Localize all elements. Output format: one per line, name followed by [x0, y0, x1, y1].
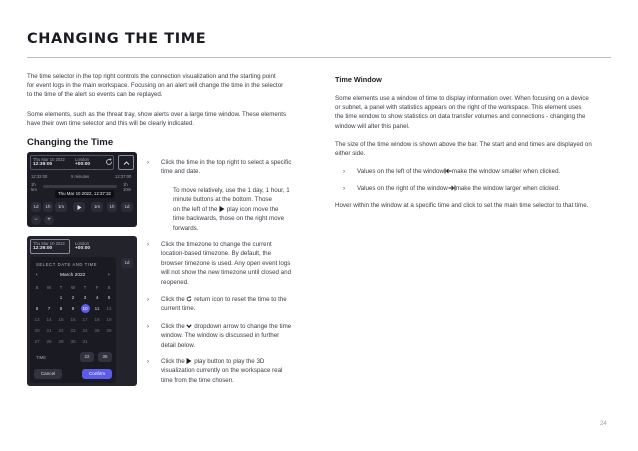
calendar-day[interactable]: 8 — [59, 306, 63, 311]
calendar-day[interactable]: 1 — [59, 295, 63, 300]
calendar-day[interactable]: 12 — [106, 306, 112, 311]
weekday-label: F — [95, 285, 99, 290]
calendar-day[interactable]: 13 — [34, 317, 40, 322]
calendar-day[interactable]: 16 — [70, 317, 76, 322]
time-window-paragraph-2: The size of the time window is shown above the bar. The start and end times are displayed on either side. — [335, 141, 592, 158]
calendar-day[interactable]: 27 — [34, 339, 40, 344]
cancel-button[interactable]: Cancel — [34, 369, 62, 379]
confirm-button[interactable]: Confirm — [82, 369, 112, 379]
calendar-day[interactable]: 7 — [47, 306, 51, 311]
bullet-marker: › — [147, 323, 150, 330]
calendar-day[interactable]: 22 — [58, 328, 64, 333]
calendar-day[interactable]: 29 — [58, 339, 64, 344]
weekday-label: S — [107, 285, 111, 290]
changing-the-time-heading: Changing the Time — [27, 137, 114, 148]
side-1d-button[interactable]: 1d — [121, 258, 133, 268]
intro-paragraph-2: Some elements, such as the threat tray, show alerts over a large time window. These elements have their own time selector and this will be clearly indicated. — [27, 111, 287, 128]
weekday-label: T — [83, 285, 87, 290]
calendar-day[interactable]: 26 — [106, 328, 112, 333]
calendar-day[interactable]: 24 — [82, 328, 88, 333]
back-1m-button[interactable]: 1m — [55, 202, 67, 212]
calendar-day[interactable]: 21 — [46, 328, 52, 333]
page-number: 24 — [600, 421, 607, 427]
window-left-1h[interactable]: 1h — [31, 182, 36, 187]
hour-input[interactable]: 22 — [80, 352, 94, 362]
calendar-day[interactable]: 28 — [46, 339, 52, 344]
expand-window-button[interactable]: + — [44, 215, 54, 225]
forward-1d-button[interactable]: 1d — [121, 202, 133, 212]
date-picker-header: SELECT DATE AND TIME — [36, 262, 98, 267]
next-month-icon[interactable]: › — [108, 272, 110, 278]
bullet-marker: › — [147, 296, 150, 303]
window-right-10m[interactable]: 10m — [123, 187, 132, 192]
shrink-window-icon — [444, 168, 452, 174]
calendar-day[interactable]: 11 — [94, 306, 100, 311]
expand-window-icon — [448, 185, 456, 191]
relative-move-instructions: To move relatively, use the 1 day, 1 hour, 1 minute buttons at the bottom. Those on the left of the play icon move the time backwards, those on the right move forwards. — [173, 187, 290, 232]
bullet-marker: › — [343, 168, 346, 175]
dropdown-arrow-button[interactable] — [118, 155, 134, 170]
window-left-5m[interactable]: 5m — [31, 187, 37, 192]
return-icon — [186, 296, 192, 302]
return-icon[interactable] — [105, 158, 113, 166]
time-window-bar[interactable] — [43, 185, 117, 188]
title-divider — [27, 57, 611, 58]
calendar-day[interactable]: 19 — [106, 317, 112, 322]
bullet-marker: › — [147, 241, 150, 248]
back-1h-button[interactable]: 1h — [43, 202, 53, 212]
time-label: TIME — [36, 355, 47, 360]
bullet-marker: › — [147, 358, 150, 365]
play-icon — [77, 205, 82, 210]
calendar-day[interactable]: 2 — [71, 295, 75, 300]
play-button[interactable] — [73, 202, 85, 212]
calendar-day[interactable]: 5 — [107, 295, 111, 300]
calendar-day[interactable]: 9 — [71, 306, 75, 311]
forward-1h-button[interactable]: 1h — [107, 202, 117, 212]
calendar-day[interactable]: 10 — [82, 306, 88, 311]
timezone-label[interactable]: London — [75, 157, 89, 162]
date-picker-popup — [30, 257, 116, 383]
calendar-day[interactable]: 20 — [34, 328, 40, 333]
weekday-label: W — [71, 285, 75, 290]
weekday-label: M — [47, 285, 51, 290]
calendar-day[interactable]: 30 — [70, 339, 76, 344]
timezone-offset[interactable]: +00:00 — [75, 162, 91, 167]
calendar-day[interactable]: 4 — [95, 295, 99, 300]
date-picker-screenshot — [27, 236, 137, 386]
chevron-down-icon — [186, 323, 192, 329]
picker-timezone-label[interactable]: London — [75, 241, 89, 246]
month-label: March 2022 — [60, 273, 86, 278]
previous-month-icon[interactable]: ‹ — [36, 272, 38, 278]
window-start-time: 12:32:00 — [31, 174, 48, 179]
hover-tooltip: Thu Mar 10 2022, 12:37:32 — [55, 190, 114, 198]
weekday-label: T — [59, 285, 63, 290]
selector-time[interactable]: 12:39:00 — [33, 162, 53, 167]
play-icon — [219, 206, 225, 212]
page-title: CHANGING THE TIME — [27, 31, 207, 47]
calendar-day[interactable]: 3 — [83, 295, 87, 300]
minute-input[interactable]: 35 — [98, 352, 112, 362]
time-window-paragraph-3: Hover within the window at a specific time and click to set the main time selector to that time. — [335, 202, 589, 209]
forward-1m-button[interactable]: 1m — [91, 202, 103, 212]
calendar-day[interactable]: 18 — [94, 317, 100, 322]
window-end-time: 12:37:00 — [115, 174, 132, 179]
play-icon — [186, 358, 192, 364]
shrink-window-button[interactable]: − — [31, 215, 41, 225]
back-1d-button[interactable]: 1d — [31, 202, 41, 212]
picker-date: Thu Mar 10 2022 — [33, 241, 65, 246]
picker-time: 12:39:00 — [33, 246, 53, 251]
window-right-1h[interactable]: 1h — [123, 182, 128, 187]
time-window-paragraph-1: Some elements use a window of time to display information over. When focusing on a device or subnet, a panel with statistics appears on the right of the workspace. This element uses the time window to show statistics on data transfer volumes and connections - changing the window will alter this panel. — [335, 95, 589, 130]
weekday-label: S — [35, 285, 39, 290]
bullet-marker: › — [343, 185, 346, 192]
window-size: 5 minutes — [71, 174, 90, 179]
calendar-day[interactable]: 23 — [70, 328, 76, 333]
calendar-day[interactable]: 6 — [35, 306, 39, 311]
calendar-day[interactable]: 15 — [58, 317, 64, 322]
calendar-day[interactable]: 17 — [82, 317, 88, 322]
selector-date[interactable]: Thu Mar 10 2022 — [33, 157, 65, 162]
intro-paragraph-1: The time selector in the top right controls the connection visualization and the starting point for event logs in the main workspace. Focusing on an alert will change the time in the selector to the time of the alert so events can be replayed. — [27, 73, 284, 99]
chevron-up-icon — [123, 160, 130, 166]
time-window-heading: Time Window — [335, 75, 382, 84]
calendar-day[interactable]: 31 — [82, 339, 88, 344]
picker-timezone-offset[interactable]: +00:00 — [75, 246, 91, 251]
calendar-day[interactable]: 14 — [46, 317, 52, 322]
bullet-marker: › — [147, 159, 150, 166]
time-selector-screenshot — [27, 152, 137, 227]
calendar-day[interactable]: 25 — [94, 328, 100, 333]
